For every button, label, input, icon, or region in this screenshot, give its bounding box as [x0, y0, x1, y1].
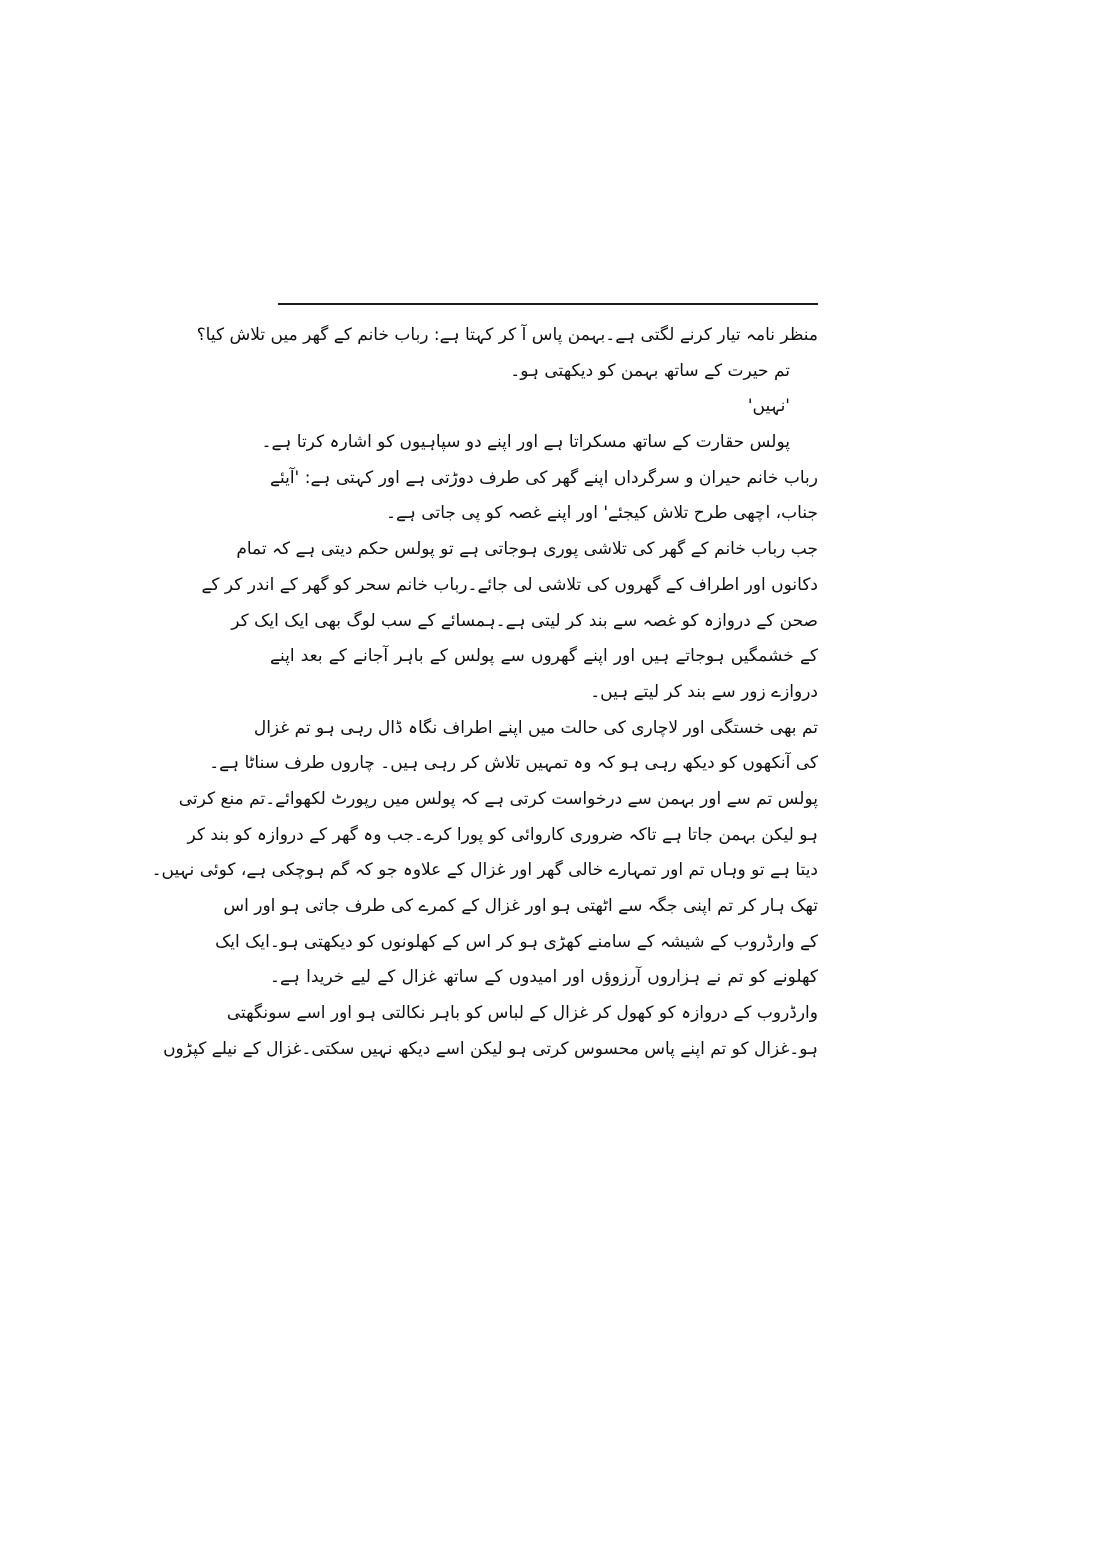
text-line-19: کھلونے کو تم نے ہزاروں آرزوؤں اور امیدوں کے ساتھ غزال کے لیے خریدا ہے۔ [270, 967, 818, 988]
text-line-2: تم حیرت کے ساتھ بہمن کو دیکھتی ہو۔ [510, 360, 790, 381]
text-line-4: پولس حقارت کے ساتھ مسکراتا ہے اور اپنے دو سپاہیوں کو اشارہ کرتا ہے۔ [261, 432, 790, 453]
text-line-18: کے وارڈروب کے شیشہ کے سامنے کھڑی ہو کر اس کے کھلونوں کو دیکھتی ہو۔ایک ایک [215, 931, 818, 952]
body-text [151, 318, 818, 1067]
text-line-7: جب رباب خانم کے گھر کی تلاشی پوری ہوجاتی ہے تو پولس حکم دیتی ہے کہ تمام [236, 539, 818, 560]
text-line-13: کی آنکھوں کو دیکھ رہی ہو کہ وہ تمہیں تلاش کر رہی ہیں۔ چاروں طرف سناٹا ہے۔ [209, 753, 818, 774]
text-line-21: ہو۔غزال کو تم اپنے پاس محسوس کرتی ہو لیکن اسے دیکھ نہیں سکتی۔غزال کے نیلے کپڑوں [163, 1038, 818, 1059]
text-line-3: 'نہیں' [747, 396, 790, 417]
text-line-17: تھک ہار کر تم اپنی جگہ سے اٹھتی ہو اور غزال کے کمرے کی طرف جاتی ہو اور اس [223, 896, 818, 916]
text-line-15: ہو لیکن بہمن جاتا ہے تاکہ ضروری کاروائی کو پورا کرے۔جب وہ گھر کے دروازہ کو بند کر [187, 824, 818, 845]
text-line-5: رباب خانم حیران و سرگرداں اپنے گھر کی طرف دوڑتی ہے اور کہتی ہے: 'آیئے [270, 467, 818, 488]
text-line-12: تم بھی خستگی اور لاچاری کی حالت میں اپنے اطراف نگاہ ڈال رہی ہو تم غزال [253, 717, 818, 738]
text-line-14: پولس تم سے اور بہمن سے درخواست کرتی ہے کہ پولس میں رپورٹ لکھوائے۔تم منع کرتی [178, 788, 818, 809]
text-line-8: دکانوں اور اطراف کے گھروں کی تلاشی لی جائے۔رباب خانم سحر کو گھر کے اندر کر کے [201, 574, 818, 595]
text-line-1: منظر نامہ تیار کرنے لگتی ہے۔بہمن پاس آ کر کہتا ہے: رباب خانم کے گھر میں تلاش کیا؟ [196, 325, 818, 345]
text-line-16: دیتا ہے تو وہاں تم اور تمہارے خالی گھر اور غزال کے علاوہ جو کہ گم ہوچکی ہے، کوئی نہیں۔ [151, 860, 818, 881]
text-line-20: وارڈروب کے دروازہ کو کھول کر غزال کے لباس کو باہر نکالتی ہو اور اسے سونگھتی [226, 1003, 818, 1024]
text-line-11: دروازے زور سے بند کر لیتے ہیں۔ [590, 681, 818, 702]
text-line-6: جناب، اچھی طرح تلاش کیجئے' اور اپنے غصہ کو پی جاتی ہے۔ [386, 503, 818, 524]
text-line-10: کے خشمگیں ہوجاتے ہیں اور اپنے گھروں سے پولس کے باہر آجانے کے بعد اپنے [270, 646, 818, 667]
text-line-9: صحن کے دروازہ کو غصہ سے بند کر لیتی ہے۔ہمسائے کے سب لوگ بھی ایک ایک کر [231, 610, 818, 631]
header-rule [278, 303, 818, 305]
